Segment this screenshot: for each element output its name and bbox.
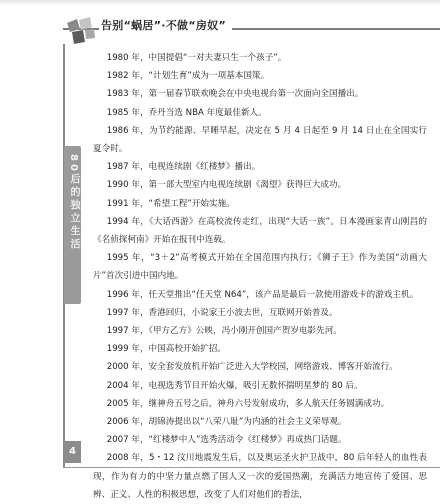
timeline-entry-1996: 1996 年，任天堂推出“任天堂 N64”，该产品是最后一款使用游戏卡的游戏主机。	[106, 289, 419, 300]
chapter-side-title: 80后的独立生活	[68, 154, 79, 252]
timeline-entry-2007: 2007 年，“红楼梦中人”选秀活动令《红楼梦》再成热门话题。	[106, 435, 347, 446]
chapter-side-tab	[64, 146, 81, 304]
timeline-entry-1997a: 1997 年，香港回归，小说家王小波去世，互联网开始普及。	[106, 307, 338, 318]
timeline-entry-1987: 1987 年，电视连续剧《红楼梦》播出。	[106, 162, 261, 173]
timeline-entry-1997b: 1997 年，《甲方乙方》公映，冯小刚开创国产贺岁电影先河。	[106, 326, 342, 337]
timeline-entry-1980: 1980 年，中国提倡“一对夫妻只生一个孩子”。	[106, 53, 287, 63]
page-header	[63, 17, 440, 47]
timeline-entry-1985: 1985 年，乔丹当选 NBA 年度最佳新人。	[106, 107, 267, 118]
timeline-body	[93, 49, 427, 504]
running-header-title: 告别“蜗居”·不做“房奴”	[99, 17, 232, 33]
timeline-entry-1990: 1990 年，第一部大型室内电视连续剧《渴望》获得巨大成功。	[106, 180, 347, 191]
timeline-entry-2008: 2008 年，5・12 汶川地震发生后，以及奥运圣火护卫战中，80 后年轻人的血性表现，作为有力的中坚力量点燃了国人又一次的爱国热潮，充满活力地宣传了爱国、思辨、正义、人性的积极思想，改变了人们对他们的看法，	[93, 453, 427, 500]
timeline-entry-2000: 2000 年，安全套发放机开始广泛进入大学校园，网络游戏、博客开始流行。	[106, 362, 398, 373]
timeline-entry-2004: 2004 年，电视选秀节目开始火爆，吸引无数怀揣明星梦的 80 后。	[106, 380, 363, 391]
top-edge-shadow	[0, 0, 440, 6]
timeline-entry-1999: 1999 年，中国高校开始扩招。	[106, 344, 226, 355]
timeline-entry-1994: 1994 年，《大话西游》在高校流传走红，出现“大话一族”。日本漫画家青山刚昌的《名侦探柯南》开始在报刊中连载。	[93, 216, 427, 246]
page-number: 4	[64, 441, 81, 463]
timeline-entry-1991: 1991 年，“希望工程”开始实施。	[106, 198, 235, 209]
timeline-entry-1982: 1982 年，“计划生育”成为一项基本国策。	[106, 71, 270, 82]
timeline-entry-1995: 1995 年，“3＋2”高考模式开始在全国范围内执行；《狮子王》作为美国“动画大片”首次引进中国内地。	[93, 253, 427, 282]
timeline-entry-2006: 2006 年，胡锦涛提出以“八荣八耻”为内涵的社会主义荣辱观。	[106, 417, 347, 428]
leaf-ornament-icon	[63, 17, 97, 45]
timeline-entry-2005: 2005 年，继神舟五号之后，神舟六号发射成功，多人航天任务圆满成功。	[106, 398, 390, 409]
timeline-entry-1983: 1983 年，第一届春节联欢晚会在中央电视台第一次面向全国播出。	[106, 89, 364, 100]
timeline-entry-1986: 1986 年，为节约能源、早睡早起，决定在 5 月 4 日起至 9 月 14 日止在全国实行夏令时。	[93, 125, 427, 155]
